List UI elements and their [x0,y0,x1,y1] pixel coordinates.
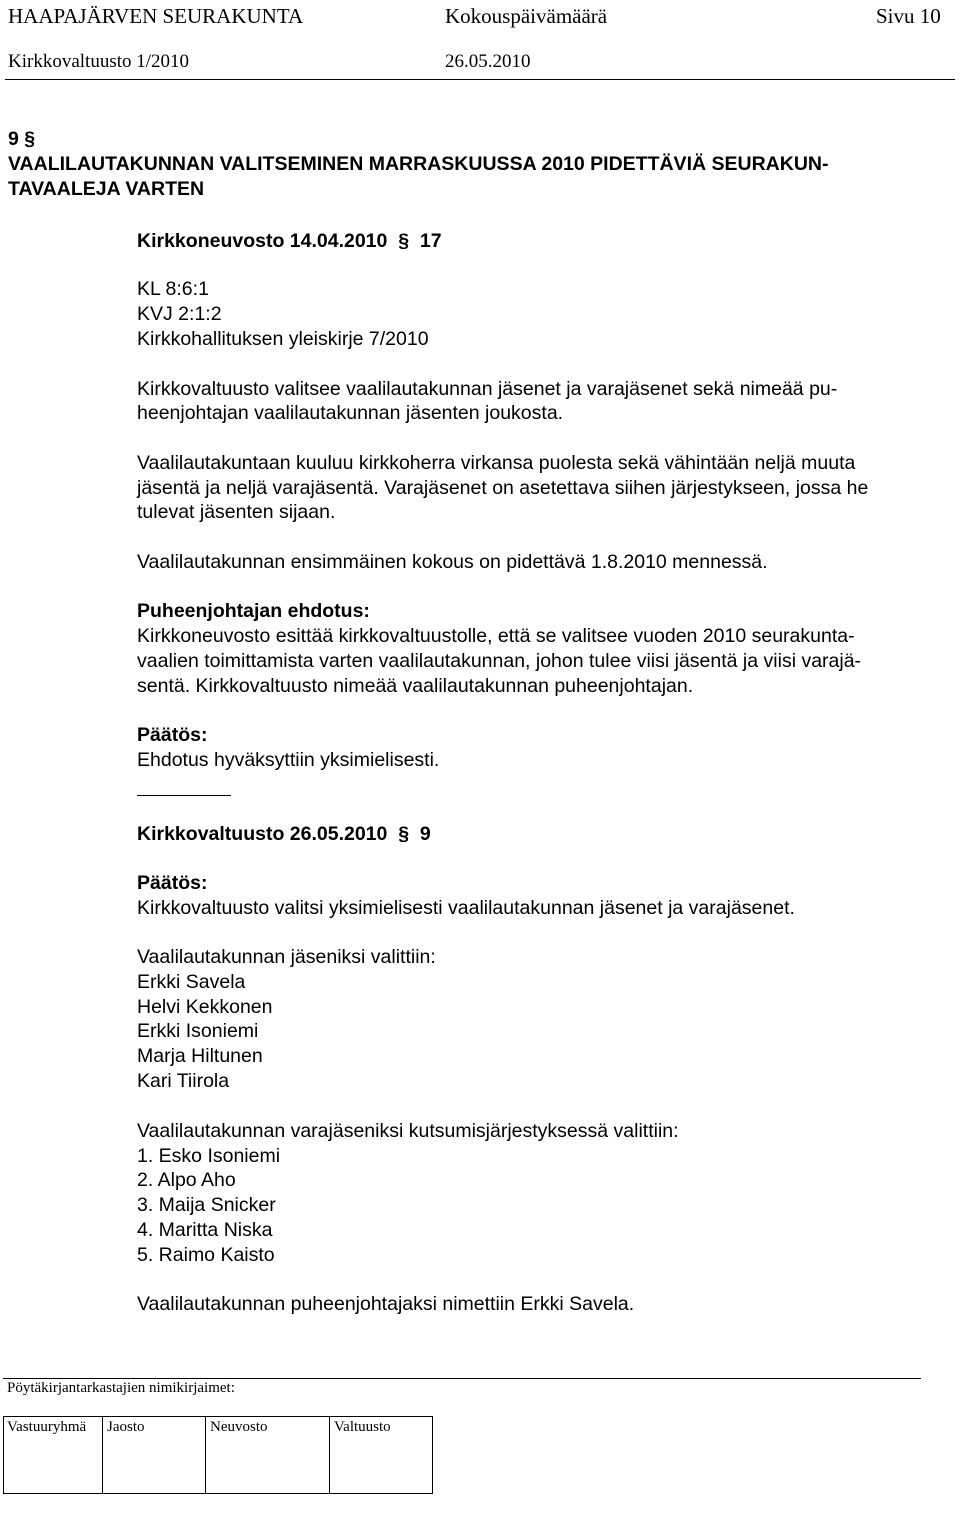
footer-table-top [3,1416,432,1417]
footer-table-divider [3,1416,4,1494]
footer-table-divider [102,1416,103,1494]
deputy-item: 2. Alpo Aho [137,1169,236,1191]
meeting2-decision: Kirkkovaltuusto valitsi yksimielisesti vaalilautakunnan jäsenet ja varajäsenet. [137,897,795,919]
prior-ref-num: 17 [419,230,442,252]
proposal-label: Puheenjohtajan ehdotus: [137,600,370,622]
section-title-line1: VAALILAUTAKUNNAN VALITSEMINEN MARRASKUUSSA 2010 PIDETTÄVIÄ SEURAKUN- [8,153,829,175]
header-page: Sivu 10 [876,4,941,28]
footer-table-divider [329,1416,330,1494]
meeting2-ref [137,822,431,847]
body-paragraph-2-line: jäsentä ja neljä varajäsentä. Varajäsenet on asetettava siihen järjestykseen, jossa he [137,477,869,499]
member-item: Erkki Savela [137,971,246,993]
header-date-label: Kokouspäivämäärä [445,4,608,28]
footer-cell-vastuuryhma: Vastuuryhmä [7,1419,87,1435]
reference-item: KVJ 2:1:2 [137,303,222,325]
proposal-line: sentä. Kirkkovaltuusto nimeää vaalilautakunnan puheenjohtajan. [137,675,694,697]
deputy-item: 3. Maija Snicker [137,1194,276,1216]
decision-label: Päätös: [137,724,208,746]
prior-meeting-ref [137,229,442,254]
reference-item: Kirkkohallituksen yleiskirje 7/2010 [137,328,429,350]
footer-table-bottom [3,1493,432,1494]
member-item: Marja Hiltunen [137,1045,263,1067]
section-sign-icon: § [24,128,36,150]
section-title-line2: TAVAALEJA VARTEN [8,178,205,200]
body-paragraph-1-line: heenjohtajan vaalilautakunnan jäsenten joukosta. [137,402,564,424]
member-item: Erkki Isoniemi [137,1020,259,1042]
signatures-label: Pöytäkirjantarkastajien nimikirjaimet: [7,1380,235,1396]
footer-table-divider [205,1416,206,1494]
body-paragraph-2-line: tulevat jäsenten sijaan. [137,501,336,523]
meeting2-decision-label: Päätös: [137,872,208,894]
deputy-item: 5. Raimo Kaisto [137,1244,275,1266]
footer-cell-neuvosto: Neuvosto [210,1419,268,1435]
proposal-line: Kirkkoneuvosto esittää kirkkovaltuustolle, että se valitsee vuoden 2010 seurakunta- [137,625,855,647]
chair-text: Vaalilautakunnan puheenjohtajaksi nimettiin Erkki Savela. [137,1293,635,1315]
footer-table-divider [432,1416,433,1494]
body-paragraph-2-line: Vaalilautakuntaan kuuluu kirkkoherra virkansa puolesta sekä vähintään neljä muuta [137,452,856,474]
section-sign-icon: § [392,230,415,252]
footer-cell-valtuusto: Valtuusto [334,1419,391,1435]
prior-ref-text: Kirkkoneuvosto 14.04.2010 [137,230,388,252]
deputy-item: 4. Maritta Niska [137,1219,273,1241]
header-date: 26.05.2010 [445,51,531,72]
decision-text: Ehdotus hyväksyttiin yksimielisesti. [137,749,440,771]
reference-item: KL 8:6:1 [137,278,209,300]
body-paragraph-3: Vaalilautakunnan ensimmäinen kokous on pidettävä 1.8.2010 mennessä. [137,551,768,573]
member-item: Helvi Kekkonen [137,996,273,1018]
meeting2-ref-num: 9 [419,823,431,845]
footer-rule [3,1378,921,1379]
section-number: 9 [8,128,19,150]
deputies-label: Vaalilautakunnan varajäseniksi kutsumisjärjestyksessä valittiin: [137,1120,679,1142]
section-heading-number [8,127,35,152]
header-org: HAAPAJÄRVEN SEURAKUNTA [8,4,304,28]
header-rule [5,79,955,80]
deputy-item: 1. Esko Isoniemi [137,1145,281,1167]
members-label: Vaalilautakunnan jäseniksi valittiin: [137,946,436,968]
body-paragraph-1-line: Kirkkovaltuusto valitsee vaalilautakunnan jäsenet ja varajäsenet sekä nimeää pu- [137,378,838,400]
meeting2-ref-text: Kirkkovaltuusto 26.05.2010 [137,823,388,845]
proposal-line: vaalien toimittamista varten vaalilautakunnan, johon tulee viisi jäsentä ja viisi varajä- [137,650,862,672]
header-meeting: Kirkkovaltuusto 1/2010 [8,51,190,72]
member-item: Kari Tiirola [137,1070,230,1092]
footer-cell-jaosto: Jaosto [107,1419,145,1435]
separator-rule [137,795,231,796]
section-sign-icon: § [392,823,415,845]
